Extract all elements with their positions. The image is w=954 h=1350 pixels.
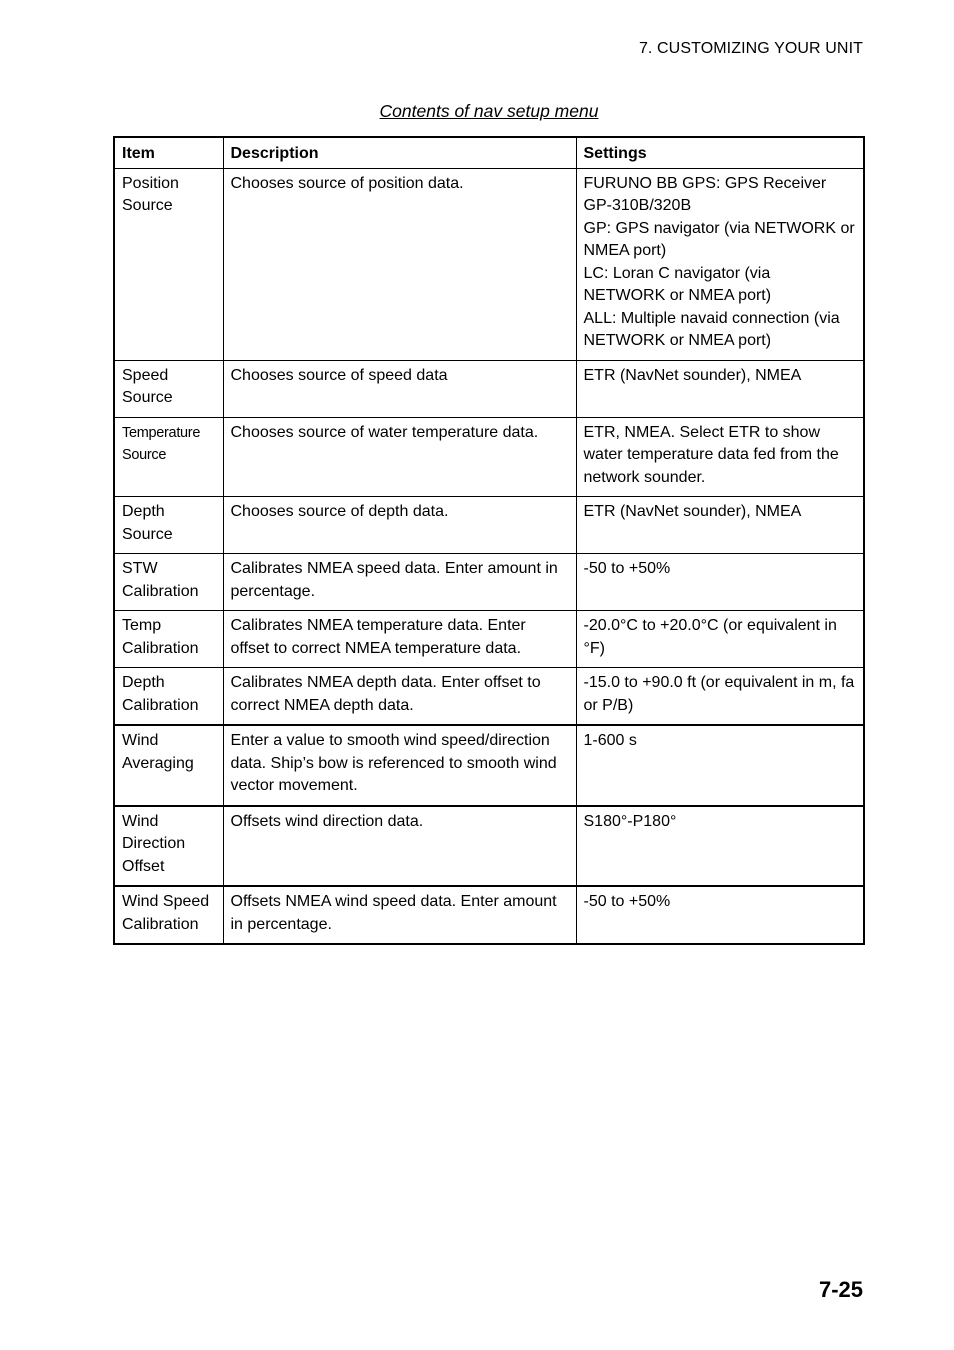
description-cell: Offsets NMEA wind speed data. Enter amount in percentage. — [223, 886, 576, 944]
table-row — [114, 668, 864, 726]
item-line: STW — [122, 560, 158, 577]
settings-cell: -20.0°C to +20.0°C (or equivalent in °F) — [576, 611, 864, 668]
settings-cell: -50 to +50% — [576, 886, 864, 944]
item-line: Position — [122, 174, 179, 192]
description-cell: Calibrates NMEA speed data. Enter amount in percentage. — [223, 554, 576, 611]
table-row — [114, 886, 864, 944]
settings-line: ALL: Multiple navaid connection (via NETWORK or NMEA port) — [583, 309, 840, 349]
item-line: Source — [122, 197, 173, 214]
settings-line: LC: Loran C navigator (via NETWORK or NMEA port) — [583, 264, 772, 304]
chapter-header: 7. CUSTOMIZING YOUR UNIT — [638, 40, 863, 57]
item-line: Source — [122, 389, 173, 406]
item-line: Offset — [122, 857, 165, 875]
item-line: Averaging — [122, 754, 194, 772]
item-cell — [114, 168, 223, 360]
item-line: Temp — [122, 617, 162, 634]
settings-cell: S180°-P180° — [576, 806, 864, 887]
item-line: Wind — [122, 732, 159, 749]
table-row — [114, 725, 864, 806]
settings-cell — [576, 168, 864, 360]
table-row — [114, 168, 864, 360]
description-cell: Chooses source of water temperature data. — [223, 417, 576, 497]
table-row — [114, 554, 864, 611]
table-row — [114, 360, 864, 417]
item-line: Source — [122, 525, 173, 543]
page-number: 7-25 — [818, 1277, 863, 1302]
item-line: Direction — [122, 835, 186, 852]
settings-cell: ETR (NavNet sounder), NMEA — [576, 497, 864, 554]
item-cell — [114, 886, 223, 944]
item-line: Speed — [122, 366, 169, 384]
item-line: Calibration — [122, 582, 199, 600]
description-cell: Offsets wind direction data. — [223, 806, 576, 887]
item-cell — [114, 497, 223, 554]
item-line: Source — [122, 447, 167, 463]
item-line: Calibration — [122, 696, 199, 714]
table-row — [114, 497, 864, 554]
column-header-item: Item — [114, 137, 223, 168]
item-line: Depth — [122, 503, 165, 520]
item-cell — [114, 611, 223, 668]
nav-setup-table — [113, 136, 865, 945]
settings-cell: ETR (NavNet sounder), NMEA — [576, 360, 864, 417]
table-header-row — [114, 137, 864, 168]
item-cell — [114, 360, 223, 417]
item-line: Temperature — [122, 424, 201, 441]
item-line: Calibration — [122, 915, 199, 933]
item-cell — [114, 806, 223, 887]
column-header-description: Description — [223, 137, 576, 168]
table-row — [114, 417, 864, 497]
item-cell — [114, 417, 223, 497]
item-cell — [114, 668, 223, 726]
description-cell: Calibrates NMEA depth data. Enter offset to correct NMEA depth data. — [223, 668, 576, 726]
item-line: Wind — [122, 812, 159, 830]
column-header-settings: Settings — [576, 137, 864, 168]
item-cell — [114, 725, 223, 806]
table-row — [114, 806, 864, 887]
settings-line: FURUNO BB GPS: GPS Receiver GP-310B/320B — [583, 174, 827, 214]
settings-cell: -15.0 to +90.0 ft (or equivalent in m, fa or P/B) — [576, 668, 864, 726]
settings-cell: ETR, NMEA. Select ETR to show water temperature data fed from the network sounder. — [576, 417, 864, 497]
description-cell: Chooses source of depth data. — [223, 497, 576, 554]
settings-cell: 1-600 s — [576, 725, 864, 806]
item-line: Depth — [122, 674, 165, 691]
settings-line: GP: GPS navigator (via NETWORK or NMEA port) — [583, 219, 855, 259]
item-line: Calibration — [122, 639, 199, 657]
table-caption: Contents of nav setup menu — [379, 101, 599, 121]
description-cell: Chooses source of position data. — [223, 168, 576, 360]
description-cell: Calibrates NMEA temperature data. Enter offset to correct NMEA temperature data. — [223, 611, 576, 668]
description-cell: Enter a value to smooth wind speed/direction data. Ship’s bow is referenced to smooth wind vector movement. — [223, 725, 576, 806]
settings-cell: -50 to +50% — [576, 554, 864, 611]
description-cell: Chooses source of speed data — [223, 360, 576, 417]
item-cell — [114, 554, 223, 611]
item-line: Wind Speed — [122, 893, 210, 910]
table-row — [114, 611, 864, 668]
